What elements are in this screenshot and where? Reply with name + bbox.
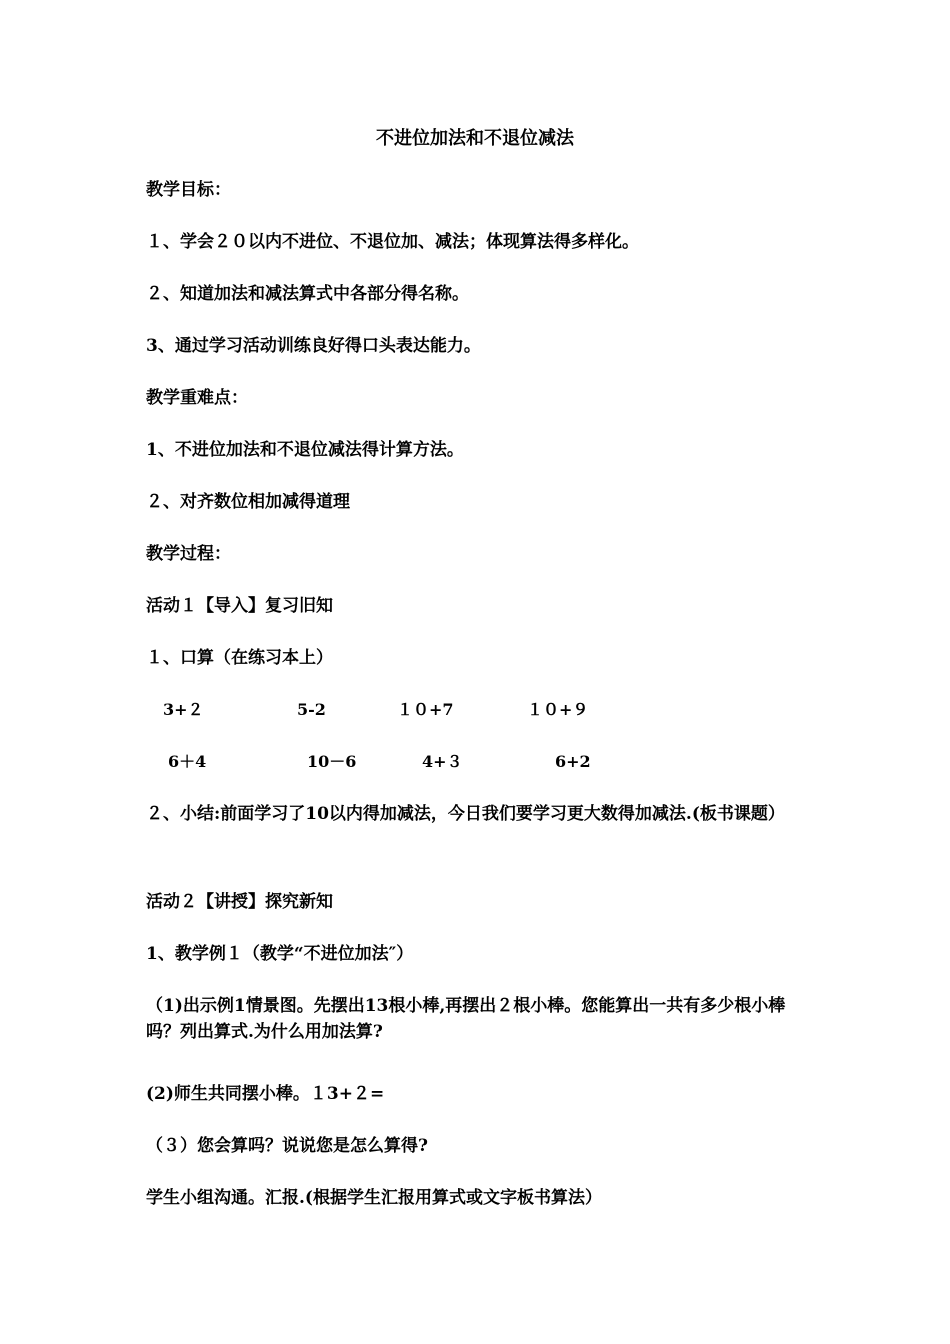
objective-item-3: 3、通过学习活动训练良好得口头表达能力。: [146, 336, 481, 356]
difficulty-heading: 教学重难点：: [146, 388, 248, 408]
oral-calc-item: 3+２: [163, 700, 204, 719]
activity-2-heading: 活动２【讲授】探究新知: [146, 892, 333, 912]
activity-1-heading: 活动１【导入】复习旧知: [146, 596, 333, 616]
oral-calc-item: 6＋4: [168, 752, 207, 771]
document-title: 不进位加法和不退位减法: [376, 128, 574, 149]
difficulty-item-1: 1、不进位加法和不退位减法得计算方法。: [146, 440, 464, 460]
oral-calc-item: １０+９: [527, 700, 589, 719]
objective-item-2: ２、知道加法和减法算式中各部分得名称。: [146, 284, 469, 304]
oral-calc-item: １０+7: [397, 700, 454, 719]
step-2-paragraph: (2)师生共同摆小棒。１3+２=: [146, 1084, 385, 1104]
oral-calc-item: 6+2: [555, 752, 591, 771]
example-heading: 1、教学例１（教学“不进位加法″）: [146, 944, 414, 964]
group-report-paragraph: 学生小组沟通。汇报.(根据学生汇报用算式或文字板书算法）: [146, 1188, 602, 1208]
oral-calc-item: 5-2: [297, 700, 326, 719]
step-1-paragraph: （1)出示例1情景图。先摆出13根小棒,再摆出２根小棒。您能算出一共有多少根小棒吗？列出算式.为什么用加法算?: [146, 996, 786, 1042]
step-3-paragraph: （３）您会算吗？说说您是怎么算得?: [146, 1136, 428, 1156]
oral-calc-item: 10－6: [307, 752, 357, 771]
objective-item-1: １、学会２０以内不进位、不退位加、减法；体现算法得多样化。: [146, 232, 639, 252]
oral-calc-item: 4+３: [422, 752, 463, 771]
objectives-heading: 教学目标：: [146, 180, 231, 200]
difficulty-item-2: ２、对齐数位相加减得道理: [146, 492, 350, 512]
summary-paragraph: ２、小结:前面学习了10以内得加减法，今日我们要学习更大数得加减法.(板书课题）: [146, 804, 785, 824]
oral-calc-heading: １、口算（在练习本上）: [146, 648, 333, 668]
process-heading: 教学过程：: [146, 544, 231, 564]
